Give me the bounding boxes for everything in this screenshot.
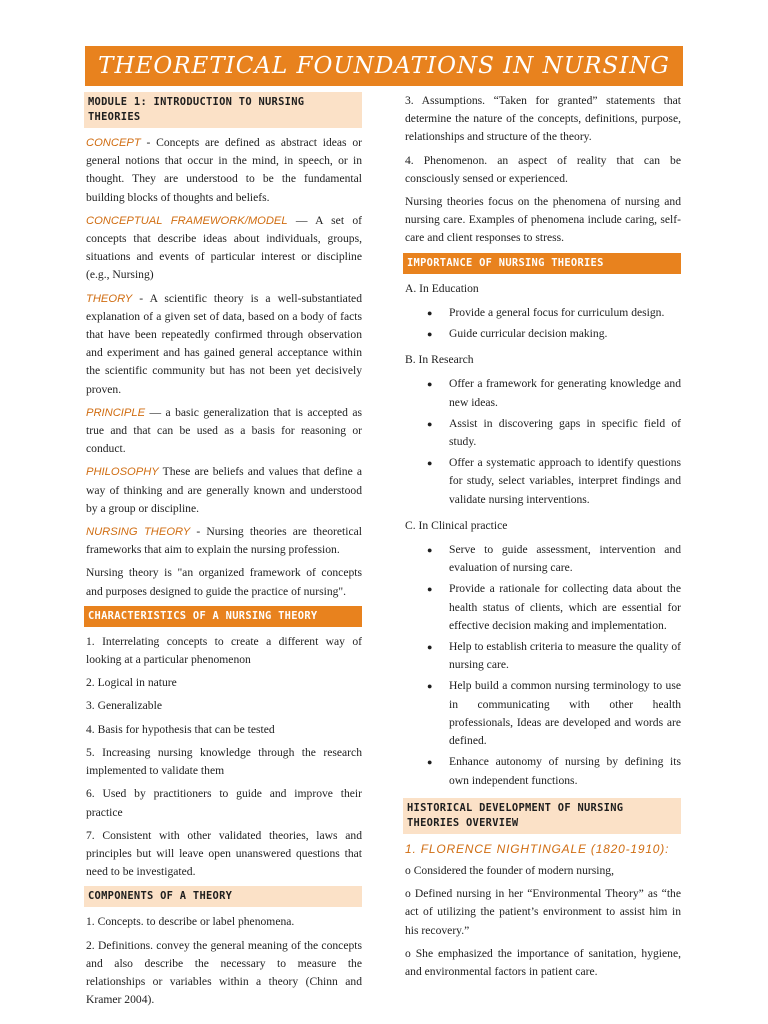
concept-term: CONCEPT xyxy=(86,137,141,149)
list-item: ● Offer a framework for generating knowledge and new ideas. xyxy=(449,375,681,411)
phenomena-paragraph: Nursing theories focus on the phenomena of nursing and nursing care. Examples of phenomena include caring, self-care and client responses to stress. xyxy=(405,195,681,245)
nightingale-item: o Considered the founder of modern nursing, xyxy=(405,863,614,877)
nightingale-item: o Defined nursing in her “Environmental Theory” as “the act of utilizing the patient’s environment to assist him in his recovery.” xyxy=(405,887,681,937)
module-header: MODULE 1: INTRODUCTION TO NURSING THEORIES xyxy=(84,92,362,128)
characteristic-item: 7. Consistent with other validated theories, laws and principles but will leave open unanswered questions that need to be investigated. xyxy=(86,828,362,879)
list-item: ● Help build a common nursing terminology to use in communicating with other health professionals, Ideas are developed and words are defined. xyxy=(449,677,681,750)
characteristic-item: 2. Logical in nature xyxy=(86,676,177,690)
list-item: ● Help to establish criteria to measure the quality of nursing care. xyxy=(449,638,681,674)
clinical-label: C. In Clinical practice xyxy=(405,518,508,532)
principle-text: — a basic generalization that is accepted as true and that can be used as a basis for reasoning or conduct. xyxy=(86,405,362,456)
list-item: ● Provide a general focus for curriculum design. xyxy=(449,304,681,322)
nursing-theory-quote: Nursing theory is "an organized framework of concepts and purposes designed to guide the practice of nursing". xyxy=(86,566,362,598)
components-header: COMPONENTS OF A THEORY xyxy=(84,886,362,907)
characteristics-header: CHARACTERISTICS OF A NURSING THEORY xyxy=(84,606,362,627)
clinical-list xyxy=(405,541,681,790)
characteristic-item: 1. Interrelating concepts to create a different way of looking at a particular phenomenon xyxy=(86,634,362,667)
component-item: 4. Phenomenon. an aspect of reality that can be consciously sensed or experienced. xyxy=(405,153,681,185)
principle-definition xyxy=(86,404,362,459)
education-label: A. In Education xyxy=(405,281,479,295)
nursing-theory-definition xyxy=(86,523,362,559)
characteristic-item: 6. Used by practitioners to guide and improve their practice xyxy=(86,787,362,819)
list-item: ● Serve to guide assessment, intervention and evaluation of nursing care. xyxy=(449,541,681,577)
page-title: THEORETICAL FOUNDATIONS IN NURSING xyxy=(85,46,683,86)
list-item: ● Provide a rationale for collecting data about the health status of clients, which are essential for effective decision making and implementation. xyxy=(449,580,681,635)
list-item: ● Offer a systematic approach to identify questions for study, select variables, interpret findings and validate nursing interventions. xyxy=(449,454,681,509)
left-column xyxy=(86,92,362,1014)
nightingale-header: 1. FLORENCE NIGHTINGALE (1820-1910): xyxy=(405,841,670,856)
component-item: 3. Assumptions. “Taken for granted” statements that determine the nature of the concepts, definitions, purpose, relationships and structure of the theory. xyxy=(405,94,681,144)
list-item: ● Assist in discovering gaps in specific field of study. xyxy=(449,415,681,451)
concept-definition xyxy=(86,134,362,207)
concept-text: - Concepts are defined as abstract ideas or general notions that occur in the mind, in speech, or in thought. They are understood to be the fundamental building blocks of thoughts and beliefs. xyxy=(86,136,362,204)
philosophy-definition xyxy=(86,463,362,518)
characteristic-item: 5. Increasing nursing knowledge through the research implemented to validate them xyxy=(86,745,362,778)
education-list xyxy=(405,304,681,343)
right-column xyxy=(405,92,681,986)
list-item: ● Guide curricular decision making. xyxy=(449,325,681,343)
list-item: ● Enhance autonomy of nursing by defining its own independent functions. xyxy=(449,753,681,789)
nightingale-item: o She emphasized the importance of sanitation, hygiene, and environmental factors in patient care. xyxy=(405,946,681,978)
characteristic-item: 4. Basis for hypothesis that can be tested xyxy=(86,722,275,736)
philosophy-term: PHILOSOPHY xyxy=(86,466,159,479)
theory-text: - A scientific theory is a well-substantiated explanation of a given set of data, based on a body of facts that have been repeatedly confirmed through observation and experiment and has gained general acceptance within the scientific community but has not been yet decisively proven. xyxy=(86,291,362,396)
theory-term: THEORY xyxy=(86,292,133,305)
framework-term: CONCEPTUAL FRAMEWORK/MODEL xyxy=(86,214,288,227)
importance-header: IMPORTANCE OF NURSING THEORIES xyxy=(403,253,681,274)
historical-header: HISTORICAL DEVELOPMENT OF NURSING THEORIES OVERVIEW xyxy=(403,798,681,834)
theory-definition xyxy=(86,290,362,399)
philosophy-text: These are beliefs and values that define a way of thinking and are generally known and understood by a group or discipline. xyxy=(86,465,362,515)
research-label: B. In Research xyxy=(405,353,474,367)
component-item: 2. Definitions. convey the general meaning of the concepts and also describe the necessary to measure the relationships or variables within a theory (Chinn and Kramer 2004). xyxy=(86,938,362,1007)
nursing-theory-term: NURSING THEORY xyxy=(86,526,191,539)
principle-term: PRINCIPLE xyxy=(86,406,146,419)
component-item: 1. Concepts. to describe or label phenomena. xyxy=(86,915,295,929)
research-list xyxy=(405,375,681,508)
framework-definition xyxy=(86,212,362,285)
characteristic-item: 3. Generalizable xyxy=(86,699,162,713)
nursing-theory-text: - Nursing theories are theoretical frameworks that aim to explain the nursing profession. xyxy=(86,525,362,557)
framework-text: — A set of concepts that describe ideas about individuals, groups, situations and events of particular interest or discipline (e.g., Nursing) xyxy=(86,213,362,282)
